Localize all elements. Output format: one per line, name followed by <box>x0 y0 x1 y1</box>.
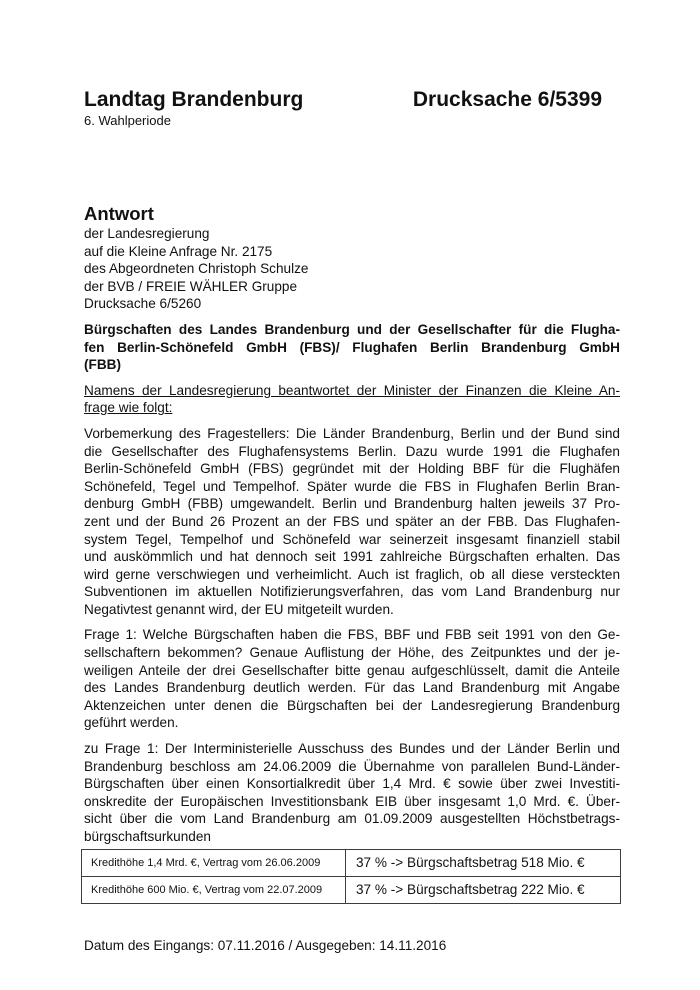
text-line: Drucksache 6/5260 <box>84 296 202 312</box>
text-line: Frage 1: Welche Bürgschaften haben die FBS, BBF und FBB seit 1991 von den Ge- <box>84 627 620 643</box>
answer-heading: Antwort <box>84 203 154 224</box>
guarantee-cell: 37 % -> Bürgschaftsbetrag 222 Mio. € <box>346 876 621 903</box>
answer-from-block <box>84 225 620 313</box>
legislative-period: 6. Wahlperiode <box>84 113 171 128</box>
document-number: Drucksache 6/5399 <box>412 88 602 111</box>
guarantee-cell: 37 % -> Bürgschaftsbetrag 518 Mio. € <box>346 849 621 876</box>
text-line: Subventionen im aktuellen Notifizierungsverfahren, das vom Land Brandenburg nur <box>84 584 620 600</box>
text-line: Bürgschaften des Landes Brandenburg und der Gesellschafter für die Flugha- <box>84 321 620 337</box>
guarantees-table <box>81 849 621 904</box>
text-line: der BVB / FREIE WÄHLER Gruppe <box>84 278 298 294</box>
subject-title <box>84 321 620 374</box>
document-content <box>0 87 620 954</box>
text-line: wird gerne verschwiegen und verheimlicht. Auch ist fraglich, ob all diese versteckten <box>84 566 620 582</box>
document-header <box>84 87 620 112</box>
text-line: fen Berlin-Schönefeld GmbH (FBS)/ Flughafen Berlin Brandenburg GmbH <box>84 339 620 355</box>
text-line: zu Frage 1: Der Interministerielle Ausschuss des Bundes und der Länder Berlin und <box>84 741 620 757</box>
paragraph-zu-frage-1 <box>84 740 620 846</box>
text-line: Negativtest genannt wird, der EU mitgeteilt wurden. <box>84 601 394 617</box>
text-line: des Landes Brandenburg deutlich werden. Für das Land Brandenburg mit Angabe <box>84 680 620 696</box>
paragraph-frage-1 <box>84 626 620 732</box>
text-line: weiligen Anteile der drei Gesellschafter bitte genau aufgeschlüsselt, damit die Anteile <box>84 662 620 678</box>
text-line: Namens der Landesregierung beantwortet der Minister der Finanzen die Kleine An- <box>84 382 620 398</box>
text-line: auf die Kleine Anfrage Nr. 2175 <box>84 243 273 259</box>
text-line: sicht über die vom Land Brandenburg am 01.09.2009 ausgestellten Höchstbetrags- <box>84 811 620 827</box>
paragraph-vorbemerkung <box>84 425 620 619</box>
text-line: der Landesregierung <box>84 226 210 241</box>
text-line: Bürgschaften über einen Konsortialkredit über 1,4 Mrd. € sowie über zwei Investiti- <box>84 776 620 792</box>
text-line: die Gesellschafter des Flughafensystems Berlin. Dazu wurde 1991 die Flughafen <box>84 443 620 459</box>
text-line: (FBB) <box>84 357 121 373</box>
text-line: denburg GmbH (FBB) umgewandelt. Berlin und Brandenburg halten jeweils 37 Pro- <box>84 496 620 512</box>
text-line: sellschaftern bekommen? Genaue Auflistung der Höhe, des Zeitpunktes und der je- <box>84 645 620 661</box>
text-line: onskredite der Europäischen Investitionsbank EIB über insgesamt 1,0 Mrd. €. Über- <box>84 793 620 809</box>
table-row <box>82 876 621 903</box>
text-line: Aktenzeichen unter denen die Bürgschaften bei der Landesregierung Brandenburg <box>84 697 620 713</box>
credit-cell: Kredithöhe 600 Mio. €, Vertrag vom 22.07.2009 <box>82 876 346 903</box>
text-line: Vorbemerkung des Fragestellers: Die Länder Brandenburg, Berlin und der Bund sind <box>84 425 620 441</box>
text-line: frage wie folgt: <box>84 400 173 416</box>
text-line: zent und der Bund 26 Prozent an der FBS und später an der FBB. Das Flughafen- <box>84 513 620 529</box>
credit-cell: Kredithöhe 1,4 Mrd. €, Vertrag vom 26.06.2009 <box>82 849 346 876</box>
text-line: des Abgeordneten Christoph Schulze <box>84 261 309 277</box>
footer-dates: Datum des Eingangs: 07.11.2016 / Ausgegeben: 14.11.2016 <box>84 937 447 953</box>
text-line: bürgschaftsurkunden <box>84 829 211 844</box>
text-line: geführt werden. <box>84 715 179 731</box>
text-line: Brandenburg beschloss am 24.06.2009 die Übernahme von parallelen Bund-Länder- <box>84 758 620 774</box>
organization-title: Landtag Brandenburg <box>84 88 304 111</box>
text-line: Schönefeld, Tegel und Tempelhof. Später wurde die FBS in Flughafen Berlin Bran- <box>84 478 620 494</box>
table-row <box>82 849 621 876</box>
text-line: Berlin-Schönefeld GmbH (FBS) gegründet mit der Holding BBF für die Flughäfen <box>84 461 620 477</box>
text-line: und auskömmlich und hat dennoch seit 1991 zahlreiche Bürgschaften erhalten. Das <box>84 549 620 565</box>
text-line: system Tegel, Tempelhof und Schönefeld war seinerzeit insgesamt finanziell stabil <box>84 531 620 547</box>
preamble-statement <box>84 382 620 417</box>
